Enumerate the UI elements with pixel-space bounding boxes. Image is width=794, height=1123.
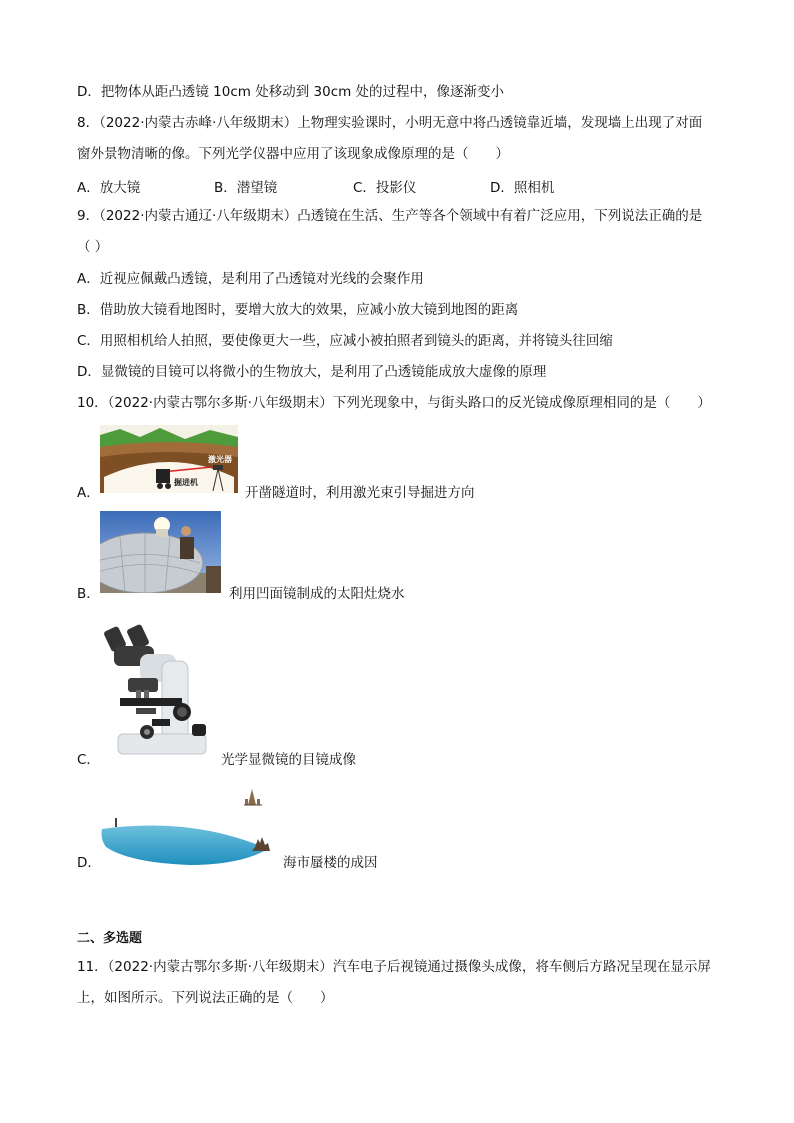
- q10-option-d-caption: 海市蜃楼的成因: [283, 855, 378, 871]
- microscope-figure: [100, 616, 212, 758]
- q9-stem-2: （ ）: [77, 239, 109, 255]
- q10-stem: 10．（2022·内蒙古鄂尔多斯·八年级期末）下列光现象中，与街头路口的反光镜成像原理相同的是（ ）: [77, 395, 711, 411]
- q8-stem-1: 8．（2022·内蒙古赤峰·八年级期末）上物理实验课时，小明无意中将凸透镜靠近墙，发现墙上出现了对面: [77, 115, 703, 131]
- q8-option-a: A．放大镜: [77, 180, 141, 196]
- q8-option-d: D．照相机: [490, 180, 555, 196]
- q10-option-c-label: C．: [77, 752, 100, 768]
- q10-option-b-caption: 利用凹面镜制成的太阳灶烧水: [229, 586, 405, 602]
- q9-option-d: D．显微镜的目镜可以将微小的生物放大，是利用了凸透镜能成放大虚像的原理: [77, 364, 547, 380]
- q9-option-a: A．近视应佩戴凸透镜，是利用了凸透镜对光线的会聚作用: [77, 271, 424, 287]
- q9-option-b: B．借助放大镜看地图时，要增大放大的效果，应减小放大镜到地图的距离: [77, 302, 519, 318]
- tunnel-figure: [100, 425, 238, 493]
- q10-option-d-label: D．: [77, 855, 101, 871]
- q8-options: [77, 176, 717, 194]
- boring-machine-label: 掘进机: [174, 478, 198, 487]
- line-d-prev: D．把物体从距凸透镜 10cm 处移动到 30cm 处的过程中，像逐渐变小: [77, 84, 505, 100]
- mirage-figure: [100, 785, 278, 867]
- q11-stem-2: 上，如图所示。下列说法正确的是（ ）: [77, 990, 334, 1006]
- laser-label: 激光器: [208, 455, 232, 464]
- q8-option-c: C．投影仪: [353, 180, 417, 196]
- q10-option-a-caption: 开凿隧道时，利用激光束引导掘进方向: [245, 485, 475, 501]
- section-title: 二、多选题: [77, 931, 143, 946]
- q10-option-c-caption: 光学显微镜的目镜成像: [221, 752, 356, 768]
- q8-option-b: B．潜望镜: [214, 180, 278, 196]
- q10-option-a-label: A．: [77, 485, 100, 501]
- q9-option-c: C．用照相机给人拍照，要使像更大一些，应减小被拍照者到镜头的距离，并将镜头往回缩: [77, 333, 613, 349]
- q10-option-b-label: B．: [77, 586, 100, 602]
- q8-stem-2: 窗外景物清晰的像。下列光学仪器中应用了该现象成像原理的是（ ）: [77, 146, 509, 162]
- solar-cooker-figure: [100, 511, 221, 593]
- q9-stem-1: 9．（2022·内蒙古通辽·八年级期末）凸透镜在生活、生产等各个领域中有着广泛应用，下列说法正确的是: [77, 208, 703, 224]
- q11-stem-1: 11．（2022·内蒙古鄂尔多斯·八年级期末）汽车电子后视镜通过摄像头成像，将车侧后方路况呈现在显示屏: [77, 959, 711, 975]
